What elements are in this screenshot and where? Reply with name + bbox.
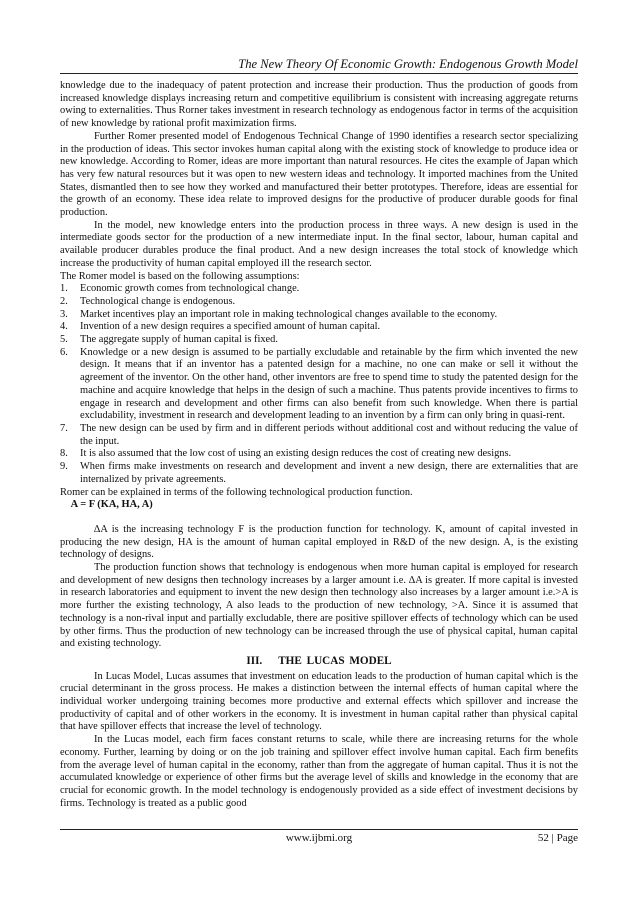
list-item-text: It is also assumed that the low cost of using an existing design reduces the cost of creating new designs. [80, 448, 512, 460]
spacer [60, 512, 578, 524]
list-number: 6. [60, 346, 68, 358]
assumptions-list [60, 283, 578, 486]
header-rule [60, 73, 578, 74]
section-title: THE LUCAS MODEL [278, 654, 392, 667]
list-number: 3. [60, 308, 68, 320]
list-item-text: Knowledge or a new design is assumed to be partially excludable and retainable by the firm which invented the new design. It means that if an inventor has a patented design for a machine, no one can make or sell it without the agreement of the inventor. On the other hand, other inventors are free to spend time to study the patented design for the machine and acquire knowledge that helps in the design of such a machine. Thus patents provide incentives to firms to engage in research and development and other firms can also benefit from such knowledge. When there is partial excludability, investment in research and development leading to an invention by a firm can only bring in quasi-rent. [80, 346, 578, 422]
list-number: 8. [60, 448, 68, 460]
running-header: The New Theory Of Economic Growth: Endogenous Growth Model [238, 57, 578, 71]
list-item [60, 334, 578, 347]
footer-rule [60, 829, 578, 830]
list-item-text: Invention of a new design requires a specified amount of human capital. [80, 321, 381, 333]
list-item-text: Technological change is endogenous. [80, 295, 236, 307]
paragraph: Further Romer presented model of Endogenous Technical Change of 1990 identifies a research sector specializing in the production of ideas. This sector invokes human capital along with the existing stock of knowledge to produce idea or new knowledge. According to Romer, ideas are more important than natural resources. He cites the example of Japan which has very few natural resources but it was open to new western ideas and technology. It imported machines from the United States, dismantled then to see how they worked and manufactured their better prototypes. Therefore, ideas are essential for the growth of an economy. These idea relate to improved designs for the productive of producer durable goods for final production. [60, 130, 578, 219]
list-number: 1. [60, 283, 68, 295]
list-item [60, 296, 578, 309]
list-number: 4. [60, 321, 68, 333]
list-item-text: The aggregate supply of human capital is fixed. [80, 334, 278, 346]
list-number: 2. [60, 295, 68, 307]
list-item [60, 321, 578, 334]
list-item-text: Market incentives play an important role in making technological changes available to the economy. [80, 308, 498, 320]
list-item [60, 347, 578, 423]
footer-url[interactable]: www.ijbmi.org [285, 832, 353, 844]
paragraph: In the Lucas model, each firm faces constant returns to scale, while there are increasing returns for the whole economy. Further, learning by doing or on the job training and spillover effect involve human capital. Each firm benefits from the average level of human capital in the economy, rather than from the aggregate of human capital. Thus it is not the accumulated knowledge or experience of other firms but the average level of skills and knowledge in the economy that are crucial for economic growth. In the model technology is endogenously provided as a side effect of investment decisions by firms. Technology is treated as a public good [60, 734, 578, 809]
list-item [60, 423, 578, 448]
paragraph: In Lucas Model, Lucas assumes that investment on education leads to the production of human capital which is the crucial determinant in the gross process. He makes a distinction between the internal effects of human capital where the individual worker undergoing training becomes more productive and external effects which spillover and increase the productivity of capital and of other workers in the economy. It is investment in human capital rather than physical capital that have spillover effects that increase the level of technology. [60, 670, 578, 733]
list-item [60, 461, 578, 486]
list-item-text: Economic growth comes from technological change. [80, 283, 300, 295]
list-number: 7. [60, 422, 68, 434]
list-number: 9. [60, 461, 68, 473]
list-item-text: The new design can be used by firm and in different periods without additional cost and without reducing the value of the input. [80, 422, 578, 447]
formula: A = F (KA, HA, A) [60, 499, 143, 511]
section-number: III. [246, 654, 263, 667]
list-number: 5. [60, 334, 68, 346]
list-item [60, 309, 578, 322]
paragraph: The production function shows that technology is endogenous when more human capital is employed for research and development of new designs then technology increases by a larger amount i.e. ∆A is greater. If more capital is invested in research laboratories and equipment to invent the new design then technology also increases by a larger amount i.e.>A is more further the existing technology, A also leads to the production of new technology, >A. Since it is assumed that technology is a non-rival input and partially excludable, there are positive spillover effects of technology which can be used by other firms. Thus the production of new technology can be increased through the use of physical capital, human capital and existing technology. [60, 562, 578, 650]
paragraph: ∆A is the increasing technology F is the production function for technology. K, amount of capital invested in producing the new design, HA is the amount of human capital employed in R&D of the new design. A, is the existing technology of designs. [60, 523, 578, 561]
list-item [60, 448, 578, 461]
paragraph: knowledge due to the inadequacy of patent protection and increase their production. Thus the production of goods from increased knowledge displays increasing return and competitive equilibrium is consistent with increasing aggregate returns owing to externalities. Thus Rorner takes investment in research technology as endogenous factor in terms of the acquisition of new knowledge by rational profit maximization firms. [60, 80, 578, 130]
list-item-text: When firms make investments on research and development and invent a new design, there are externalities that are internalized by private agreements. [80, 461, 578, 485]
list-item [60, 283, 578, 296]
paragraph: In the model, new knowledge enters into the production process in three ways. A new design is used in the intermediate goods sector for the production of a new intermediate input. In the final sector, labour, human capital and available producer durables produce the final product. And a new design increases the total stock of knowledge which increase the productivity of human capital employed ill the research sector. [60, 219, 578, 269]
section-heading [60, 655, 578, 668]
paragraph: The Romer model is based on the following assumptions: [60, 270, 300, 282]
paragraph: Romer can be explained in terms of the following technological production function. [60, 486, 413, 498]
body-text [60, 80, 578, 810]
page-number: 52 | Page [537, 832, 578, 844]
